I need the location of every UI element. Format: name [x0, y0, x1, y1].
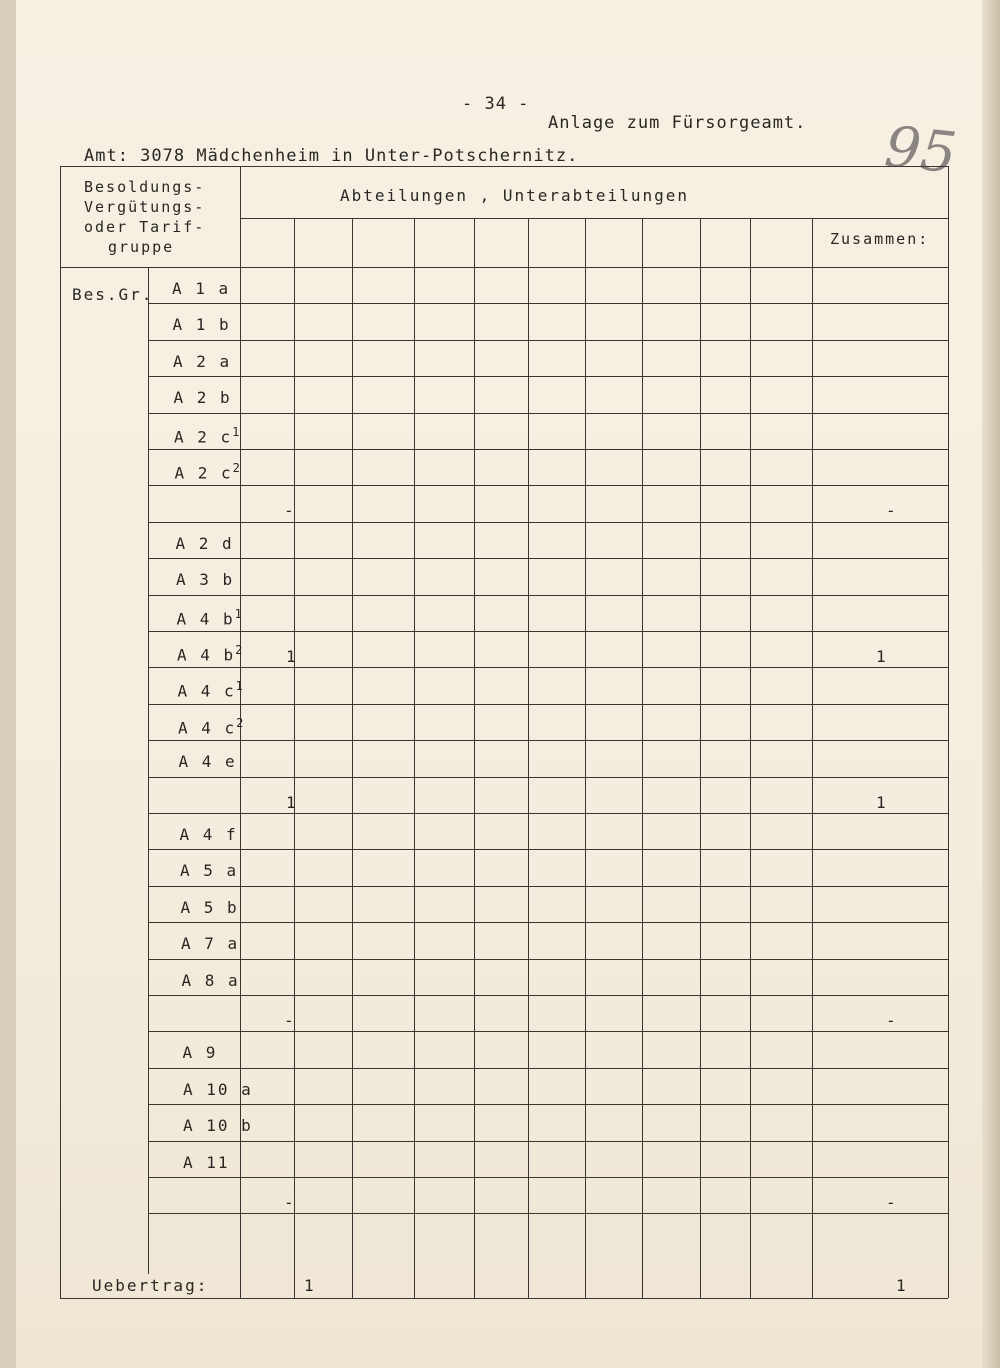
grade-label: A 3 b	[176, 570, 235, 590]
department-column-divider	[750, 218, 751, 1298]
table-row-line	[148, 886, 948, 887]
table-row-line	[148, 959, 948, 960]
grade-label: A 10 a	[183, 1079, 253, 1099]
grade-label: A 10 b	[183, 1116, 253, 1136]
department-column-divider	[352, 218, 353, 1298]
department-column-divider	[474, 218, 475, 1298]
group-prefix: Bes.Gr.	[72, 285, 154, 304]
header-bottom-border	[60, 267, 948, 268]
grade-label: A 2 a	[173, 351, 232, 371]
group-header-line: Besoldungs-	[84, 178, 206, 196]
grade-label: A 4 $b^2$	[177, 643, 243, 665]
table-row-line	[148, 413, 948, 414]
grade-label: A 4 f	[179, 825, 238, 844]
grade-superscript: 1	[232, 424, 240, 439]
table-row-line	[148, 1068, 948, 1069]
table-row-line	[148, 849, 948, 850]
total-value: -	[886, 1193, 896, 1212]
table-row-line	[148, 995, 948, 996]
total-value: -	[886, 501, 896, 521]
grade-label: A 2 b	[173, 388, 232, 408]
table-row-line	[148, 485, 948, 486]
grade-superscript: 2	[232, 461, 240, 475]
table-row-line	[148, 777, 948, 778]
page-edge-left	[0, 0, 16, 1368]
grade-label: A 4 $c^1$	[177, 679, 243, 701]
table-row-line	[148, 558, 948, 559]
total-value: 1	[876, 792, 886, 812]
grade-label: A 2 $c^1$	[174, 424, 240, 446]
first-department-value: -	[284, 1193, 294, 1212]
department-column-divider	[642, 218, 643, 1298]
table-row-line	[148, 1141, 948, 1142]
department-column-divider	[528, 218, 529, 1298]
table-row-line	[148, 813, 948, 814]
table-row-line	[148, 667, 948, 668]
grade-column-divider	[148, 267, 149, 1274]
group-header-line: gruppe	[108, 238, 175, 256]
carry-over-first-value: 1	[304, 1276, 314, 1295]
department-column-divider	[700, 218, 701, 1298]
first-department-value: 1	[286, 792, 296, 812]
table-row-line	[148, 449, 948, 450]
page-number: - 34 -	[462, 94, 530, 114]
grade-superscript: 1	[235, 679, 243, 694]
page-edge-right	[982, 0, 1000, 1368]
grade-superscript: 2	[235, 643, 243, 657]
office-line: Amt: 3078 Mädchenheim in Unter-Potschernitz.	[84, 146, 579, 166]
department-column-divider	[812, 218, 813, 1298]
table-row-line	[148, 1177, 948, 1178]
table-row-line	[148, 376, 948, 377]
grade-label: A 4 $c^2$	[178, 715, 244, 738]
carry-over-label: Uebertrag:	[92, 1276, 209, 1295]
grade-label: A 1 b	[172, 315, 231, 335]
handwritten-folio-number: 95	[881, 114, 960, 187]
table-row-line	[148, 595, 948, 596]
total-header: Zusammen:	[830, 230, 930, 248]
table-bottom-border	[60, 1298, 948, 1299]
first-department-value: -	[284, 501, 294, 521]
grade-label: A 8 a	[181, 970, 240, 990]
table-row-line	[148, 340, 948, 341]
first-department-value: -	[284, 1011, 294, 1030]
grade-label: A 4 $b^1$	[176, 606, 242, 628]
grade-label: A 5 a	[180, 861, 239, 881]
table-row-line	[148, 1104, 948, 1105]
grade-label: A 9	[182, 1043, 218, 1063]
first-department-value: 1	[286, 647, 296, 666]
table-right-border	[948, 166, 949, 1298]
annex-title: Anlage zum Fürsorgeamt.	[548, 113, 807, 133]
grade-label: A 4 e	[178, 752, 237, 772]
grade-superscript: 1	[234, 606, 242, 621]
table-row-line	[148, 1213, 948, 1214]
table-row-line	[148, 631, 948, 632]
group-header-line: Vergütungs-	[84, 198, 206, 216]
grade-label: A 2 d	[175, 533, 234, 553]
departments-header: Abteilungen , Unterabteilungen	[340, 186, 689, 205]
department-column-divider	[294, 218, 295, 1298]
table-left-border	[60, 166, 61, 1298]
group-header-line: oder Tarif-	[84, 218, 206, 236]
total-value: 1	[876, 647, 886, 666]
table-row-line	[148, 740, 948, 741]
total-value: -	[886, 1011, 896, 1030]
grade-label: A 7 a	[181, 934, 240, 954]
department-column-divider	[414, 218, 415, 1298]
table-row-line	[148, 303, 948, 304]
carry-over-total-value: 1	[896, 1276, 906, 1295]
table-row-line	[148, 704, 948, 705]
header-mid-border	[240, 218, 948, 219]
table-top-border	[60, 166, 948, 167]
table-row-line	[148, 922, 948, 923]
table-row-line	[148, 1031, 948, 1032]
grade-label: A 5 b	[180, 897, 239, 917]
grade-superscript: 2	[236, 715, 244, 730]
table-row-line	[148, 522, 948, 523]
grade-label: A 2 $c^2$	[174, 461, 240, 483]
grade-label: A 1 a	[172, 279, 231, 298]
department-column-divider	[585, 218, 586, 1298]
grade-label: A 11	[183, 1152, 230, 1172]
